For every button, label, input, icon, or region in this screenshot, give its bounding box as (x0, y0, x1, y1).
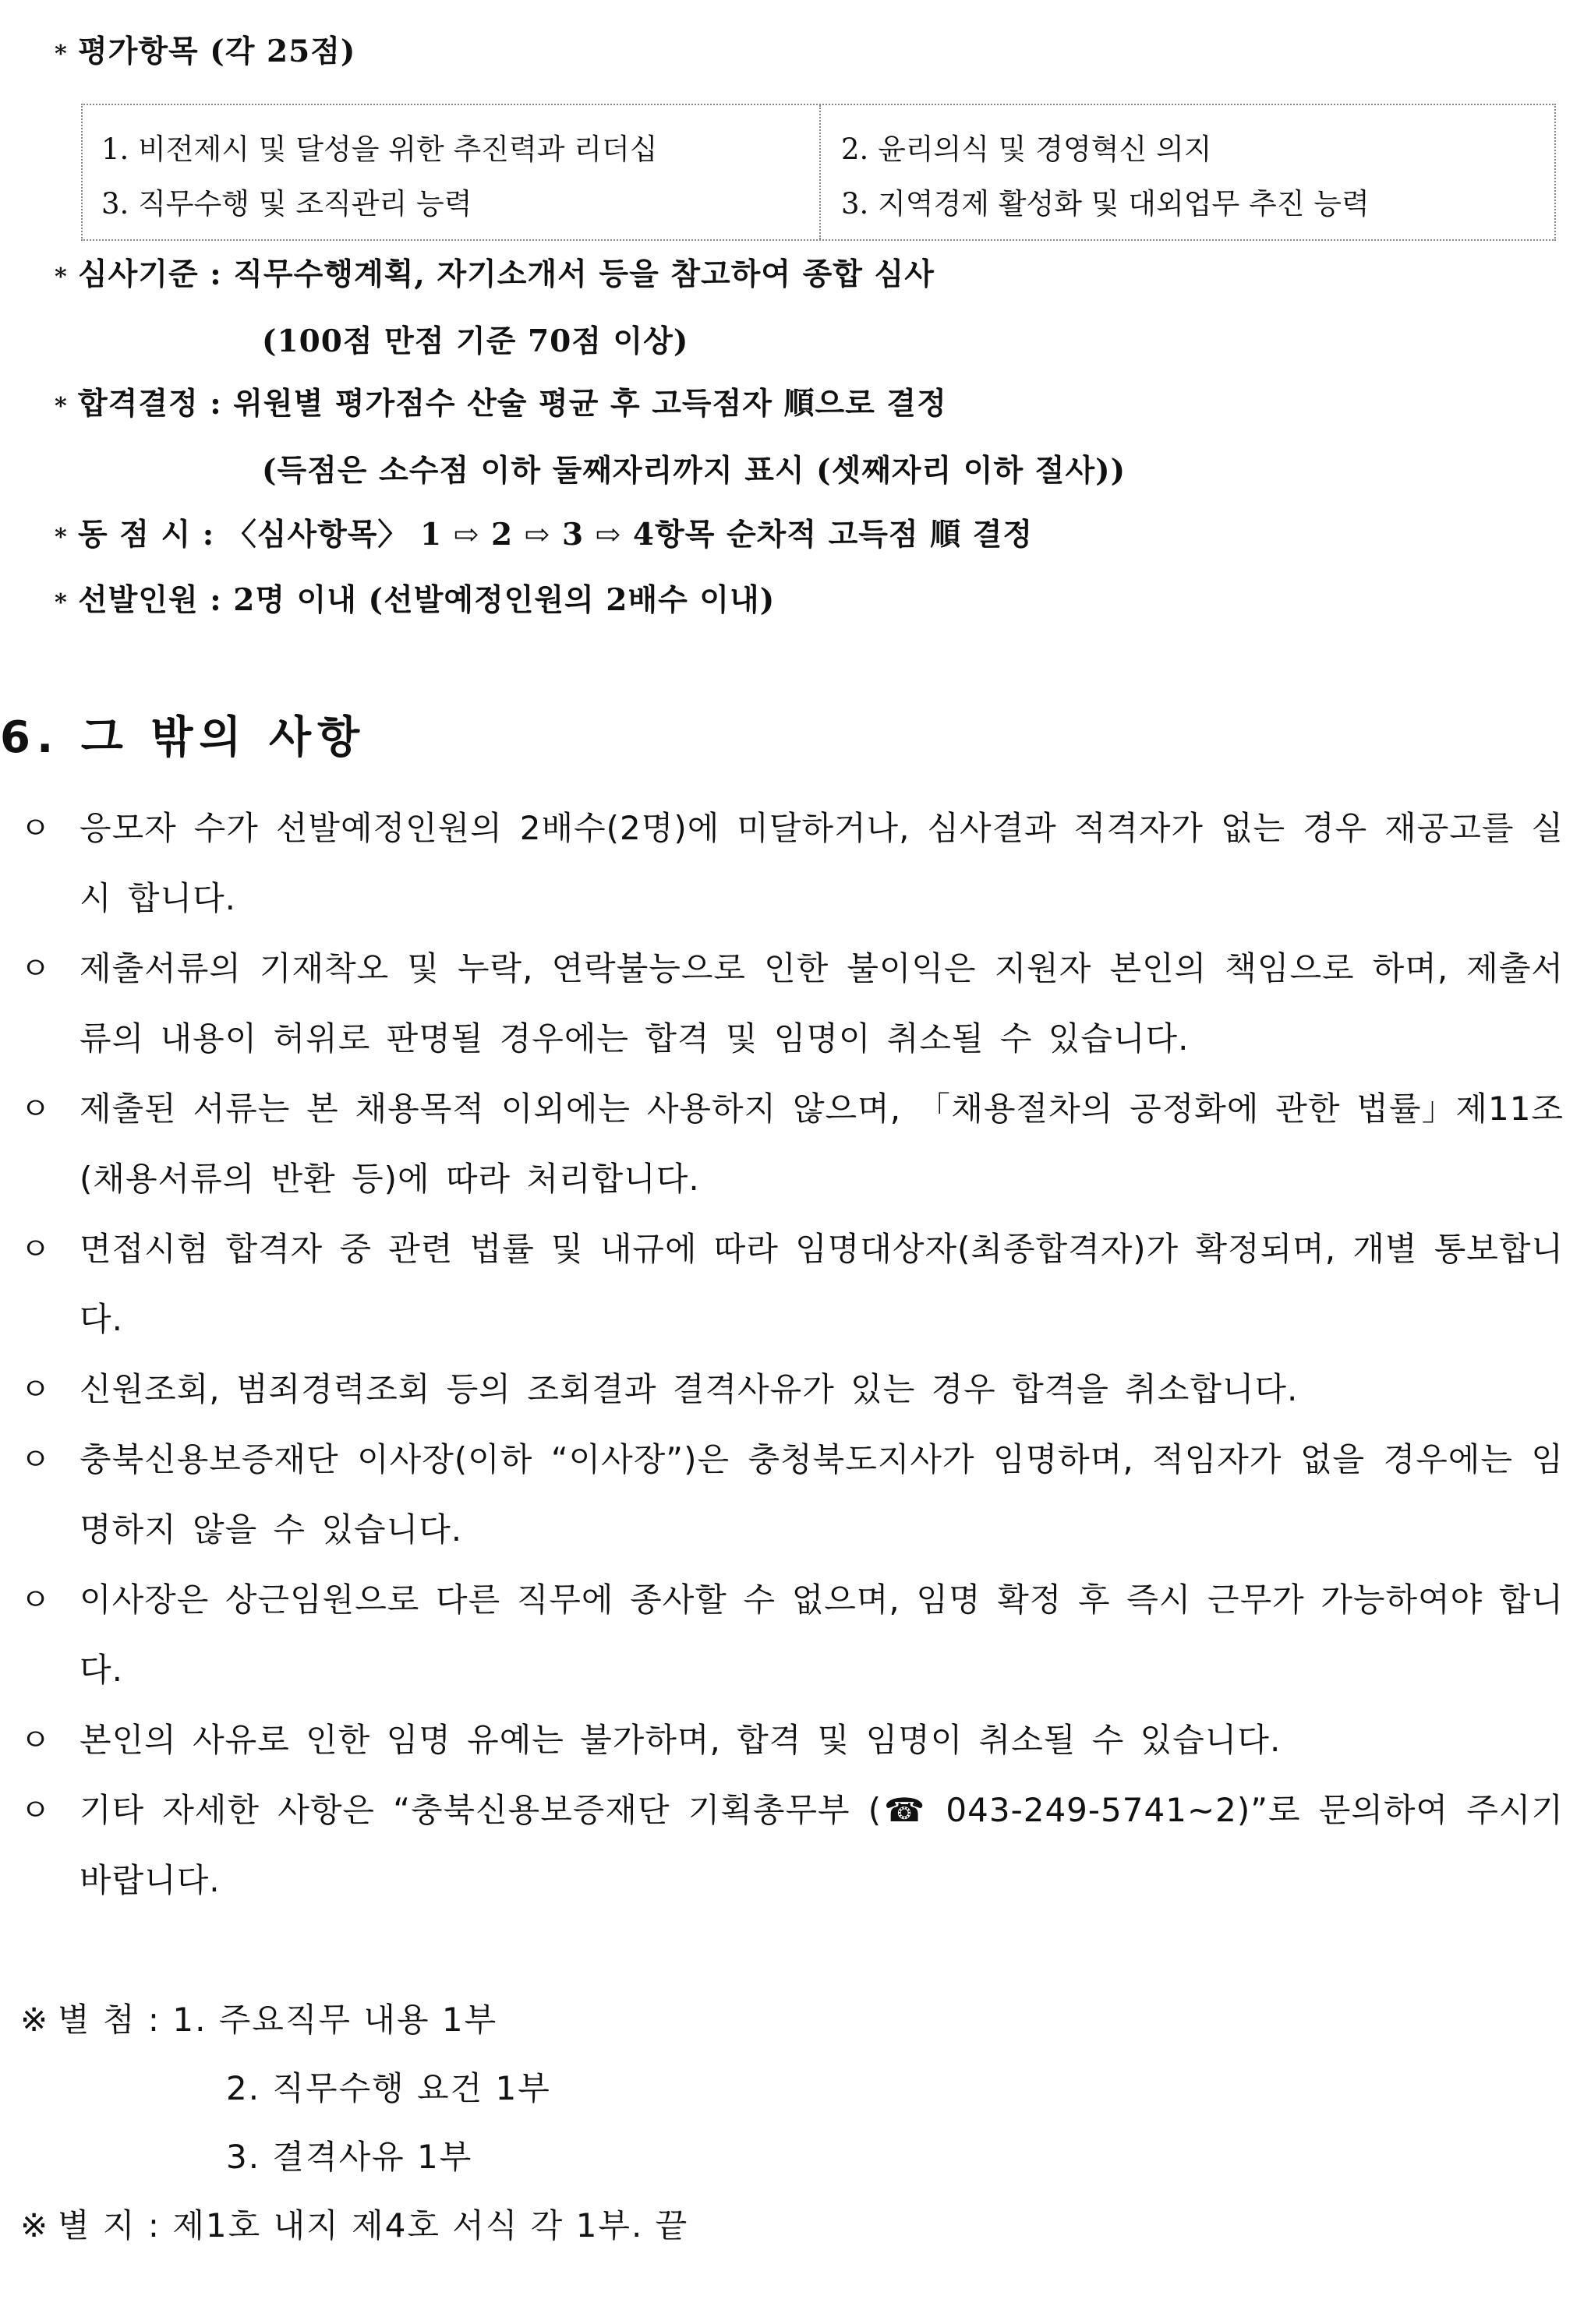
reference-mark: ※ (20, 2001, 50, 2039)
bullet-mark: ㅇ (20, 1372, 51, 1407)
list-item-text: 제출된 서류는 본 채용목적 이외에는 사용하지 않으며, 「채용절차의 공정화에 관한 법률」제11조(채용서류의 반환 등)에 따라 처리합니다. (80, 1090, 1564, 1198)
eval-items-label: 평가항목 (각 25점) (78, 34, 356, 69)
bullet-mark: ㅇ (20, 1442, 51, 1478)
list-item (20, 1705, 1564, 1775)
enclosure-item: 3. 결격사유 1부 (226, 2138, 473, 2176)
star-bullet: * (55, 589, 68, 616)
list-item-text: 기타 자세한 사항은 “충북신용보증재단 기획총무부 (☎ 043-249-5741~2)”로 문의하여 주시기 바랍니다. (80, 1791, 1564, 1899)
tie-rule (55, 514, 1033, 558)
annex-label: 별 지 : 제1호 내지 제4호 서식 각 1부. 끝 (58, 2206, 689, 2245)
bullet-mark: ㅇ (20, 951, 51, 987)
enclosure-label: 별 첨 : 1. 주요직무 내용 1부 (58, 2001, 498, 2039)
enclosure (20, 1997, 497, 2043)
list-item (20, 1354, 1564, 1425)
star-bullet: * (55, 524, 68, 551)
list-item (20, 1214, 1564, 1354)
list-item-text: 본인의 사유로 인한 임명 유예는 불가하며, 합격 및 임명이 취소될 수 있습니다. (80, 1721, 1282, 1759)
list-item (20, 1775, 1564, 1916)
bullet-mark: ㅇ (20, 1722, 51, 1758)
review-standard-note: (100점 만점 기준 70점 이상) (262, 323, 689, 359)
eval-items-box (81, 104, 1556, 241)
eval-items-heading (55, 31, 355, 75)
pass-decision-note: (득점은 소수점 이하 둘째자리까지 표시 (셋째자리 이하 절사)) (262, 453, 1126, 489)
list-item (20, 934, 1564, 1074)
bullet-mark: ㅇ (20, 1231, 51, 1267)
enclosure-item: 2. 직무수행 요건 1부 (226, 2069, 551, 2107)
section-title: 6. 그 밖의 사항 (0, 712, 366, 763)
review-standard-label: 심사기준 : 직무수행계획, 자기소개서 등을 참고하여 종합 심사 (78, 256, 935, 292)
list-item (20, 1425, 1564, 1565)
pass-decision (55, 383, 947, 427)
other-matters-list (20, 793, 1564, 1916)
eval-item: 3. 지역경제 활성화 및 대외업무 추진 능력 (841, 187, 1370, 221)
selection-count-label: 선발인원 : 2명 이내 (선발예정인원의 2배수 이내) (78, 582, 776, 618)
star-bullet: * (55, 263, 68, 291)
eval-item: 1. 비전제시 및 달성을 위한 추진력과 리더십 (101, 132, 658, 166)
annex (20, 2202, 688, 2249)
list-item-text: 이사장은 상근임원으로 다른 직무에 종사할 수 없으며, 임명 확정 후 즉시 근무가 가능하여야 합니다. (80, 1581, 1564, 1689)
selection-count (55, 580, 775, 623)
eval-items-left-column (83, 105, 821, 239)
tie-rule-label: 동 점 시 : 〈심사항목〉 1 ⇨ 2 ⇨ 3 ⇨ 4항목 순차적 고득점 順 결정 (78, 517, 1034, 553)
eval-item: 2. 윤리의식 및 경영혁신 의지 (841, 132, 1212, 166)
bullet-mark: ㅇ (20, 811, 51, 846)
list-item-text: 충북신용보증재단 이사장(이하 “이사장”)은 충청북도지사가 임명하며, 적임자가 없을 경우에는 임명하지 않을 수 있습니다. (80, 1440, 1564, 1549)
eval-item: 3. 직무수행 및 조직관리 능력 (101, 187, 472, 221)
star-bullet: * (55, 393, 68, 420)
bullet-mark: ㅇ (20, 1792, 51, 1828)
list-item (20, 793, 1564, 934)
list-item-text: 제출서류의 기재착오 및 누락, 연락불능으로 인한 불이익은 지원자 본인의 책임으로 하며, 제출서류의 내용이 허위로 판명될 경우에는 합격 및 임명이 취소될 수 있습니다. (80, 949, 1564, 1058)
bullet-mark: ㅇ (20, 1582, 51, 1618)
pass-decision-label: 합격결정 : 위원별 평가점수 산술 평균 후 고득점자 順으로 결정 (78, 386, 947, 422)
list-item-text: 면접시험 합격자 중 관련 법률 및 내규에 따라 임명대상자(최종합격자)가 확정되며, 개별 통보합니다. (80, 1230, 1564, 1338)
list-item-text: 신원조회, 범죄경력조회 등의 조회결과 결격사유가 있는 경우 합격을 취소합니다. (80, 1370, 1299, 1408)
star-bullet: * (55, 41, 68, 68)
review-standard (55, 254, 935, 298)
eval-items-right-column (821, 105, 1554, 239)
bullet-mark: ㅇ (20, 1091, 51, 1127)
list-item (20, 1565, 1564, 1705)
list-item (20, 1074, 1564, 1214)
list-item-text: 응모자 수가 선발예정인원의 2배수(2명)에 미달하거나, 심사결과 적격자가 없는 경우 재공고를 실시 합니다. (80, 809, 1564, 917)
reference-mark: ※ (20, 2206, 50, 2245)
